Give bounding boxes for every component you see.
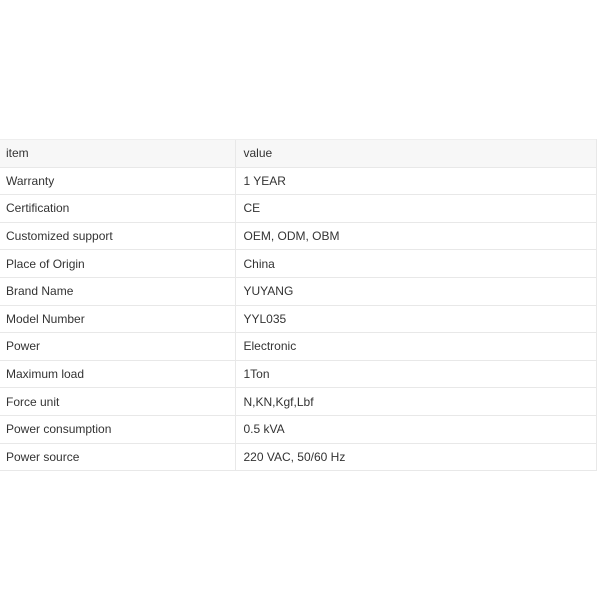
row-value-power-source: 220 VAC, 50/60 Hz [235, 443, 596, 471]
row-value-certification: CE [235, 195, 596, 223]
row-value-power: Electronic [235, 333, 596, 361]
row-value-brand-name: YUYANG [235, 277, 596, 305]
header-item: item [0, 140, 235, 168]
table-row [0, 305, 596, 333]
table-row [0, 277, 596, 305]
row-item-power: Power [0, 333, 235, 361]
row-item-warranty: Warranty [0, 167, 235, 195]
row-item-certification: Certification [0, 195, 235, 223]
table-row [0, 167, 596, 195]
row-item-place-of-origin: Place of Origin [0, 250, 235, 278]
row-value-warranty: 1 YEAR [235, 167, 596, 195]
row-item-model-number: Model Number [0, 305, 235, 333]
table-row [0, 443, 596, 471]
row-value-maximum-load: 1Ton [235, 360, 596, 388]
row-item-brand-name: Brand Name [0, 277, 235, 305]
row-value-place-of-origin: China [235, 250, 596, 278]
table-row [0, 250, 596, 278]
spec-table [0, 139, 597, 471]
row-value-customized-support: OEM, ODM, OBM [235, 222, 596, 250]
table-header-row [0, 140, 596, 168]
table-row [0, 333, 596, 361]
row-item-maximum-load: Maximum load [0, 360, 235, 388]
header-value: value [235, 140, 596, 168]
table-row [0, 195, 596, 223]
table-header [0, 140, 596, 168]
table-body [0, 167, 596, 471]
table-row [0, 360, 596, 388]
row-value-force-unit: N,KN,Kgf,Lbf [235, 388, 596, 416]
row-item-customized-support: Customized support [0, 222, 235, 250]
table-row [0, 415, 596, 443]
table-row [0, 388, 596, 416]
row-item-force-unit: Force unit [0, 388, 235, 416]
table-row [0, 222, 596, 250]
row-item-power-consumption: Power consumption [0, 415, 235, 443]
row-value-power-consumption: 0.5 kVA [235, 415, 596, 443]
row-item-power-source: Power source [0, 443, 235, 471]
row-value-model-number: YYL035 [235, 305, 596, 333]
